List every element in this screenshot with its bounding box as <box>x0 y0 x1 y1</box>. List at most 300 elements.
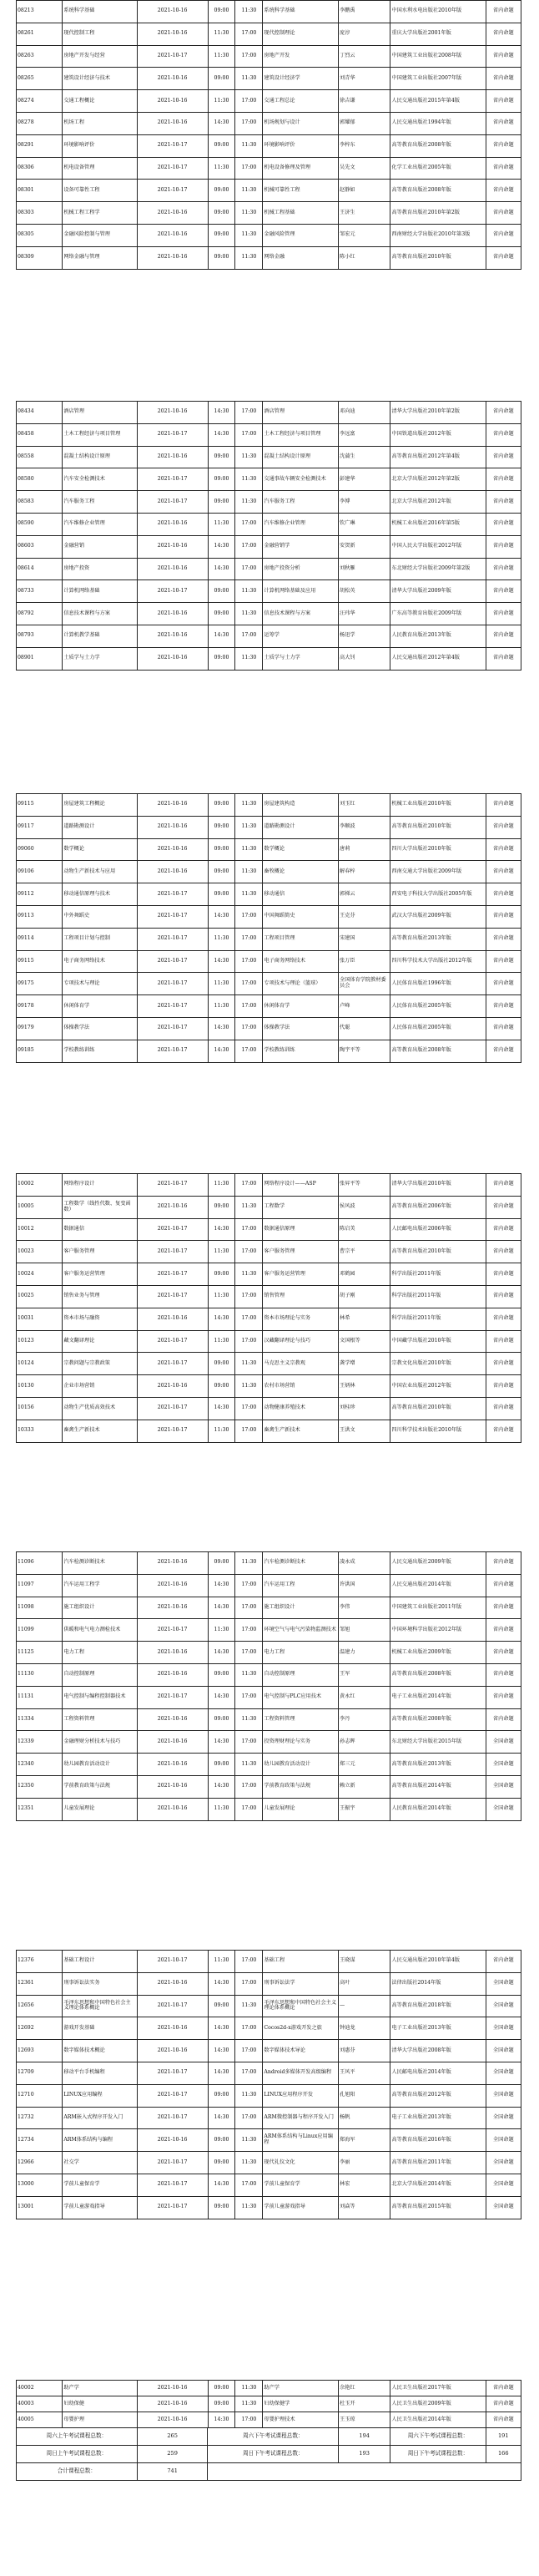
start-time-cell: 09:00 <box>208 1708 235 1731</box>
course-code-cell: 08583 <box>17 491 63 514</box>
textbook-name-cell: 助产学 <box>263 2381 339 2396</box>
start-time-cell: 14:30 <box>208 402 235 424</box>
start-time-cell: 09:00 <box>208 1375 235 1398</box>
exam-date-cell: 2021-10-17 <box>137 973 208 995</box>
start-time-cell: 11:30 <box>208 1241 235 1263</box>
publisher-cell: 高等教育出版社2008年版 <box>390 180 486 202</box>
exam-type-cell: 省内命题 <box>486 202 521 225</box>
start-time-cell: 11:30 <box>208 1330 235 1353</box>
publisher-cell: 西安电子科技大学出版社2005年版 <box>390 883 486 906</box>
author-cell: 王晓谋 <box>339 1951 390 1973</box>
table-row <box>17 423 521 446</box>
textbook-name-cell: 汽车维修企业管理 <box>263 513 339 535</box>
course-code-cell: 10005 <box>17 1196 63 1218</box>
course-code-cell: 40003 <box>17 2396 63 2412</box>
start-time-cell: 14:30 <box>208 1597 235 1619</box>
publisher-cell: 人民教育出版社2013年版 <box>390 625 486 647</box>
end-time-cell: 11:30 <box>235 1754 263 1776</box>
textbook-name-cell: 汽车运用工程 <box>263 1574 339 1597</box>
publisher-cell: 高等教育出版社2016年版 <box>390 2129 486 2152</box>
course-code-cell: 12340 <box>17 1754 63 1776</box>
end-time-cell: 17:00 <box>235 1017 263 1040</box>
table-row <box>17 1375 521 1398</box>
author-cell: 王济生 <box>339 202 390 225</box>
textbook-name-cell: 基础工程 <box>263 1951 339 1973</box>
textbook-name-cell: Android多媒体开发高级编程 <box>263 2062 339 2084</box>
end-time-cell: 17:00 <box>235 1308 263 1330</box>
end-time-cell: 17:00 <box>235 995 263 1018</box>
start-time-cell: 09:00 <box>208 603 235 625</box>
course-code-cell: 11131 <box>17 1686 63 1708</box>
course-name-cell: 助产学 <box>63 2381 137 2396</box>
publisher-cell: 高等教育出版社2008年版 <box>390 1708 486 1731</box>
end-time-cell: 17:00 <box>235 2412 263 2428</box>
start-time-cell: 09:00 <box>208 1552 235 1575</box>
publisher-cell: 人民体育出版社1996年版 <box>390 973 486 995</box>
textbook-name-cell: 道路勘测设计 <box>263 816 339 838</box>
start-time-cell: 09:00 <box>208 1754 235 1776</box>
exam-type-cell: 省内命题 <box>486 1642 521 1664</box>
exam-date-cell: 2021-10-17 <box>137 2062 208 2084</box>
table-row <box>17 468 521 491</box>
table-row <box>17 2107 521 2129</box>
course-code-cell: 08305 <box>17 224 63 246</box>
table-row <box>17 446 521 468</box>
course-code-cell: 10025 <box>17 1285 63 1308</box>
course-name-cell: 网络金融与管理 <box>63 246 137 269</box>
author-cell: 吴先文 <box>339 157 390 180</box>
author-cell: 温建力 <box>339 1642 390 1664</box>
course-name-cell: 机械工程工程学 <box>63 202 137 225</box>
textbook-name-cell: 畜禽生产新技术 <box>263 1420 339 1442</box>
publisher-cell: 人民体育出版社2005年版 <box>390 995 486 1018</box>
exam-type-cell: 省内命题 <box>486 513 521 535</box>
course-code-cell: 12361 <box>17 1972 63 1995</box>
exam-type-cell: 全国命题 <box>486 1972 521 1995</box>
exam-date-cell: 2021-10-16 <box>137 2412 208 2428</box>
table-row <box>17 1597 521 1619</box>
textbook-name-cell: 马克思主义宗教观 <box>263 1353 339 1375</box>
textbook-name-cell: 投资理财理论与实务 <box>263 1731 339 1754</box>
end-time-cell: 11:30 <box>235 816 263 838</box>
start-time-cell: 09:00 <box>208 446 235 468</box>
textbook-name-cell: 母婴护理技术 <box>263 2412 339 2428</box>
table-row <box>17 1263 521 1286</box>
exam-type-cell: 全国命题 <box>486 2196 521 2219</box>
schedule-table-block <box>16 0 521 270</box>
author-cell: 钦广琳 <box>339 513 390 535</box>
course-code-cell: 12339 <box>17 1731 63 1754</box>
exam-type-cell: 省内命题 <box>486 446 521 468</box>
extra-right-top: 191 <box>486 2428 521 2446</box>
author-cell: — <box>339 1995 390 2017</box>
course-code-cell: 08263 <box>17 45 63 68</box>
end-time-cell: 17:00 <box>235 1218 263 1241</box>
table-row <box>17 2396 521 2412</box>
textbook-name-cell: 客户服务管理 <box>263 1241 339 1263</box>
table-row <box>17 1 521 23</box>
exam-type-cell: 省内命题 <box>486 861 521 883</box>
start-time-cell: 09:00 <box>208 491 235 514</box>
course-code-cell: 12693 <box>17 2040 63 2062</box>
author-cell: 代聪 <box>339 1017 390 1040</box>
course-code-cell: 08603 <box>17 535 63 558</box>
end-time-cell: 11:30 <box>235 1708 263 1731</box>
course-name-cell: 数字媒体技术概论 <box>63 2040 137 2062</box>
course-code-cell: 13001 <box>17 2196 63 2219</box>
start-time-cell: 14:30 <box>208 1775 235 1798</box>
publisher-cell: 机械工业出版社2010年版 <box>390 794 486 817</box>
table-row <box>17 2062 521 2084</box>
textbook-name-cell: 资本市场理论与实务 <box>263 1308 339 1330</box>
table-row <box>17 1619 521 1642</box>
end-time-cell: 17:00 <box>235 157 263 180</box>
table-row <box>17 1972 521 1995</box>
textbook-name-cell: 环境空气与电气污染物监测技术 <box>263 1619 339 1642</box>
course-code-cell: 08733 <box>17 580 63 603</box>
exam-type-cell: 省内命题 <box>486 491 521 514</box>
publisher-cell: 高等教育出版社2010年第2版 <box>390 202 486 225</box>
table-row <box>17 2152 521 2174</box>
end-time-cell: 17:00 <box>235 423 263 446</box>
author-cell: 陶宇平等 <box>339 1040 390 1062</box>
publisher-cell: 机械工业出版社2016年第5版 <box>390 513 486 535</box>
exam-date-cell: 2021-10-16 <box>137 647 208 670</box>
course-code-cell: 08309 <box>17 246 63 269</box>
end-time-cell: 17:00 <box>235 1775 263 1798</box>
table-row <box>17 246 521 269</box>
publisher-cell: 高等教育出版社2011年版 <box>390 2152 486 2174</box>
author-cell: 安贺新 <box>339 535 390 558</box>
table-row <box>17 2017 521 2040</box>
exam-date-cell: 2021-10-16 <box>137 246 208 269</box>
course-code-cell: 08614 <box>17 558 63 580</box>
exam-date-cell: 2021-10-16 <box>137 90 208 113</box>
course-name-cell: 金融理财分析技术与技巧 <box>63 1731 137 1754</box>
sat-am-value: 265 <box>137 2428 208 2446</box>
exam-type-cell: 全国命题 <box>486 2084 521 2107</box>
end-time-cell: 17:00 <box>235 1397 263 1420</box>
textbook-name-cell: 农村市场营销 <box>263 1375 339 1398</box>
exam-date-cell: 2021-10-17 <box>137 491 208 514</box>
exam-date-cell: 2021-10-17 <box>137 180 208 202</box>
table-row <box>17 1285 521 1308</box>
textbook-name-cell: 汉藏翻译理论与技巧 <box>263 1330 339 1353</box>
textbook-name-cell: ARM微控制器与程序开发入门 <box>263 2107 339 2129</box>
exam-date-cell: 2021-10-16 <box>137 1574 208 1597</box>
start-time-cell: 11:30 <box>208 45 235 68</box>
course-code-cell: 11097 <box>17 1574 63 1597</box>
author-cell: 刘桂珍 <box>339 1397 390 1420</box>
course-name-cell: 工程数学（线性代数、复变函数） <box>63 1196 137 1218</box>
exam-type-cell: 全国命题 <box>486 1731 521 1754</box>
exam-type-cell: 省内命题 <box>486 1619 521 1642</box>
exam-type-cell: 省内命题 <box>486 402 521 424</box>
course-code-cell: 10333 <box>17 1420 63 1442</box>
exam-date-cell: 2021-10-16 <box>137 112 208 134</box>
course-code-cell: 40002 <box>17 2381 63 2396</box>
exam-type-cell: 省内命题 <box>486 68 521 90</box>
extra-right-bottom-label: 周日下午考试课程总数： <box>390 2446 486 2463</box>
course-code-cell: 10002 <box>17 1174 63 1197</box>
publisher-cell: 高等教育出版社2013年版 <box>390 1754 486 1776</box>
sun-am-value: 259 <box>137 2446 208 2463</box>
course-code-cell: 08580 <box>17 468 63 491</box>
start-time-cell: 14:30 <box>208 1308 235 1330</box>
author-cell: 李梓东 <box>339 134 390 157</box>
author-cell: 胡松英 <box>339 580 390 603</box>
publisher-cell: 人民交通出版社2015年第4版 <box>390 90 486 113</box>
textbook-name-cell: 交通工程总论 <box>263 90 339 113</box>
exam-type-cell: 省内命题 <box>486 180 521 202</box>
schedule-table-block <box>16 401 521 671</box>
table-row <box>17 23 521 45</box>
exam-type-cell: 省内命题 <box>486 1597 521 1619</box>
course-name-cell: 学前儿童游戏指导 <box>63 2196 137 2219</box>
end-time-cell: 11:30 <box>235 1 263 23</box>
exam-date-cell: 2021-10-16 <box>137 603 208 625</box>
publisher-cell: 高等教育出版社2014年版 <box>390 1775 486 1798</box>
publisher-cell: 科学出版社2011年版 <box>390 1308 486 1330</box>
exam-date-cell: 2021-10-17 <box>137 1420 208 1442</box>
table-row <box>17 1420 521 1442</box>
end-time-cell: 11:30 <box>235 1552 263 1575</box>
start-time-cell: 14:30 <box>208 2174 235 2196</box>
exam-date-cell: 2021-10-17 <box>137 1353 208 1375</box>
author-cell: 张昇平等 <box>339 1174 390 1197</box>
exam-date-cell: 2021-10-17 <box>137 1285 208 1308</box>
exam-date-cell: 2021-10-17 <box>137 157 208 180</box>
start-time-cell: 09:00 <box>208 2381 235 2396</box>
course-name-cell: 建筑设计经济与技术 <box>63 68 137 90</box>
table-row <box>17 2381 521 2396</box>
author-cell: 宋建国 <box>339 928 390 950</box>
end-time-cell: 11:30 <box>235 883 263 906</box>
end-time-cell: 11:30 <box>235 180 263 202</box>
author-cell: 李远富 <box>339 423 390 446</box>
course-code-cell: 09178 <box>17 995 63 1018</box>
exam-type-cell: 省内命题 <box>486 1218 521 1241</box>
exam-date-cell: 2021-10-17 <box>137 45 208 68</box>
start-time-cell: 09:00 <box>208 202 235 225</box>
course-code-cell: 09175 <box>17 973 63 995</box>
exam-date-cell: 2021-10-16 <box>137 2396 208 2412</box>
extra-right-bottom: 166 <box>486 2446 521 2463</box>
exam-date-cell: 2021-10-17 <box>137 1619 208 1642</box>
course-code-cell: 10012 <box>17 1218 63 1241</box>
end-time-cell: 11:30 <box>235 1995 263 2017</box>
course-name-cell: 土质学与土力学 <box>63 647 137 670</box>
table-row <box>17 1951 521 1973</box>
exam-type-cell: 省内命题 <box>486 816 521 838</box>
exam-date-cell: 2021-10-16 <box>137 1754 208 1776</box>
start-time-cell: 14:30 <box>208 1397 235 1420</box>
publisher-cell: 高等教育出版社2010年版 <box>390 246 486 269</box>
sat-am-label: 周六上午考试课程总数： <box>17 2428 138 2446</box>
exam-date-cell: 2021-10-17 <box>137 1040 208 1062</box>
publisher-cell: 清华大学出版社2010年版 <box>390 1174 486 1197</box>
start-time-cell: 11:30 <box>208 995 235 1018</box>
course-name-cell: 设备可靠性工程 <box>63 180 137 202</box>
textbook-name-cell: 电子商务网络技术 <box>263 950 339 973</box>
author-cell: 李顺波 <box>339 816 390 838</box>
start-time-cell: 09:00 <box>208 794 235 817</box>
exam-type-cell: 省内命题 <box>486 1663 521 1686</box>
author-cell: 刘青华 <box>339 68 390 90</box>
end-time-cell: 11:30 <box>235 1353 263 1375</box>
exam-date-cell: 2021-10-16 <box>137 224 208 246</box>
table-row <box>17 580 521 603</box>
end-time-cell: 17:00 <box>235 90 263 113</box>
end-time-cell: 11:30 <box>235 134 263 157</box>
table-row <box>17 883 521 906</box>
table-row <box>17 202 521 225</box>
course-name-cell: 客户服务管理 <box>63 1241 137 1263</box>
exam-date-cell: 2021-10-17 <box>137 2084 208 2107</box>
table-row <box>17 1708 521 1731</box>
table-row <box>17 647 521 670</box>
start-time-cell: 14:30 <box>208 1574 235 1597</box>
exam-type-cell: 省内命题 <box>486 625 521 647</box>
textbook-name-cell: 毛泽东思想和中国特色社会主义理论体系概论 <box>263 1995 339 2017</box>
start-time-cell: 09:00 <box>208 1353 235 1375</box>
end-time-cell: 17:00 <box>235 112 263 134</box>
publisher-cell: 高等教育出版社2013年版 <box>390 928 486 950</box>
publisher-cell: 化学工业出版社2005年版 <box>390 157 486 180</box>
exam-type-cell: 省内命题 <box>486 1263 521 1286</box>
exam-type-cell: 省内命题 <box>486 45 521 68</box>
author-cell: 杨帆 <box>339 2107 390 2129</box>
table-row <box>17 1218 521 1241</box>
textbook-name-cell: 自动控制原理 <box>263 1663 339 1686</box>
course-code-cell: 12709 <box>17 2062 63 2084</box>
exam-date-cell: 2021-10-16 <box>137 1 208 23</box>
exam-type-cell: 省内命题 <box>486 2412 521 2428</box>
course-code-cell: 12692 <box>17 2017 63 2040</box>
publisher-cell: 高等教育出版社2012年版 <box>390 2084 486 2107</box>
publisher-cell: 广东高等教育出版社2009年版 <box>390 603 486 625</box>
author-cell: 王炳林 <box>339 1375 390 1398</box>
course-name-cell: 信息技术课程与方案 <box>63 603 137 625</box>
textbook-name-cell: 工程项目管理 <box>263 928 339 950</box>
course-name-cell: 汽车服务工程 <box>63 491 137 514</box>
course-name-cell: 交通工程概论 <box>63 90 137 113</box>
course-code-cell: 10130 <box>17 1375 63 1398</box>
course-name-cell: 企业市场营销 <box>63 1375 137 1398</box>
exam-type-cell: 省内命题 <box>486 1951 521 1973</box>
textbook-name-cell: 现代控制理论 <box>263 23 339 45</box>
exam-date-cell: 2021-10-16 <box>137 1642 208 1664</box>
course-code-cell: 11125 <box>17 1642 63 1664</box>
course-code-cell: 11334 <box>17 1708 63 1731</box>
end-time-cell: 17:00 <box>235 1241 263 1263</box>
course-name-cell: 儿童发展理论 <box>63 1798 137 1820</box>
start-time-cell: 14:30 <box>208 112 235 134</box>
exam-date-cell: 2021-10-16 <box>137 2381 208 2396</box>
exam-date-cell: 2021-10-16 <box>137 1663 208 1686</box>
textbook-name-cell: 土木工程经济与项目管理 <box>263 423 339 446</box>
textbook-name-cell: 刑事诉讼法学 <box>263 1972 339 1995</box>
exam-type-cell: 省内命题 <box>486 1552 521 1575</box>
exam-date-cell: 2021-10-17 <box>137 1330 208 1353</box>
exam-type-cell: 全国命题 <box>486 2040 521 2062</box>
table-row <box>17 1397 521 1420</box>
exam-type-cell: 省内命题 <box>486 1196 521 1218</box>
textbook-name-cell: 汽车检测诊断技术 <box>263 1552 339 1575</box>
course-code-cell: 11096 <box>17 1552 63 1575</box>
author-cell: 李博 <box>339 491 390 514</box>
course-code-cell: 09114 <box>17 928 63 950</box>
start-time-cell: 09:00 <box>208 647 235 670</box>
textbook-name-cell: 数字媒体技术导论 <box>263 2040 339 2062</box>
textbook-name-cell: 学前教育政策与法规 <box>263 1775 339 1798</box>
table-row <box>17 1330 521 1353</box>
course-name-cell: 供暖和电气电力测检技术 <box>63 1619 137 1642</box>
exam-type-cell: 省内命题 <box>486 995 521 1018</box>
start-time-cell: 09:00 <box>208 468 235 491</box>
end-time-cell: 17:00 <box>235 1972 263 1995</box>
publisher-cell: 四川大学出版社2010年版 <box>390 838 486 861</box>
start-time-cell: 14:30 <box>208 1686 235 1708</box>
publisher-cell: 电子工业出版社2013年版 <box>390 2017 486 2040</box>
table-row <box>17 1241 521 1263</box>
author-cell: 邹宏元 <box>339 224 390 246</box>
start-time-cell: 14:30 <box>208 1731 235 1754</box>
summary-row <box>17 2446 521 2463</box>
course-code-cell: 08213 <box>17 1 63 23</box>
table-row <box>17 1040 521 1062</box>
exam-type-cell: 省内命题 <box>486 1375 521 1398</box>
author-cell: 余艳红 <box>339 2381 390 2396</box>
textbook-name-cell: 酒店管理 <box>263 402 339 424</box>
exam-type-cell: 省内命题 <box>486 1241 521 1263</box>
start-time-cell: 09:00 <box>208 838 235 861</box>
publisher-cell: 四川科学技术大学出版社2012年版 <box>390 950 486 973</box>
exam-date-cell: 2021-10-16 <box>137 1375 208 1398</box>
start-time-cell: 09:00 <box>208 861 235 883</box>
course-code-cell: 08434 <box>17 402 63 424</box>
textbook-name-cell: 妇幼保健学 <box>263 2396 339 2412</box>
exam-type-cell: 省内命题 <box>486 838 521 861</box>
exam-date-cell: 2021-10-17 <box>137 1397 208 1420</box>
exam-type-cell: 省内命题 <box>486 1330 521 1353</box>
publisher-cell: 科学出版社2011年版 <box>390 1285 486 1308</box>
publisher-cell: 高等教育出版社2010年版 <box>390 1397 486 1420</box>
author-cell: 彭建华 <box>339 468 390 491</box>
publisher-cell: 机械工业出版社2009年版 <box>390 1642 486 1664</box>
publisher-cell: 北京大学出版社2012年第2版 <box>390 468 486 491</box>
publisher-cell: 东北财经大学出版社2015年版 <box>390 1731 486 1754</box>
course-code-cell: 09106 <box>17 861 63 883</box>
exam-date-cell: 2021-10-17 <box>137 1686 208 1708</box>
author-cell: 沈蒲生 <box>339 446 390 468</box>
course-name-cell: 学前教育政策与法规 <box>63 1775 137 1798</box>
exam-date-cell: 2021-10-17 <box>137 905 208 928</box>
exam-type-cell: 省内命题 <box>486 794 521 817</box>
exam-date-cell: 2021-10-16 <box>137 861 208 883</box>
course-code-cell: 08901 <box>17 647 63 670</box>
end-time-cell: 17:00 <box>235 402 263 424</box>
textbook-name-cell: 数据通信原理 <box>263 1218 339 1241</box>
exam-type-cell: 全国命题 <box>486 1798 521 1820</box>
exam-type-cell: 省内命题 <box>486 883 521 906</box>
author-cell: 胡子刚 <box>339 1285 390 1308</box>
table-row <box>17 838 521 861</box>
table-row <box>17 2196 521 2219</box>
author-cell: 解春梓 <box>339 861 390 883</box>
author-cell: 刘秋雁 <box>339 558 390 580</box>
publisher-cell: 人民邮电出版社2006年版 <box>390 1218 486 1241</box>
